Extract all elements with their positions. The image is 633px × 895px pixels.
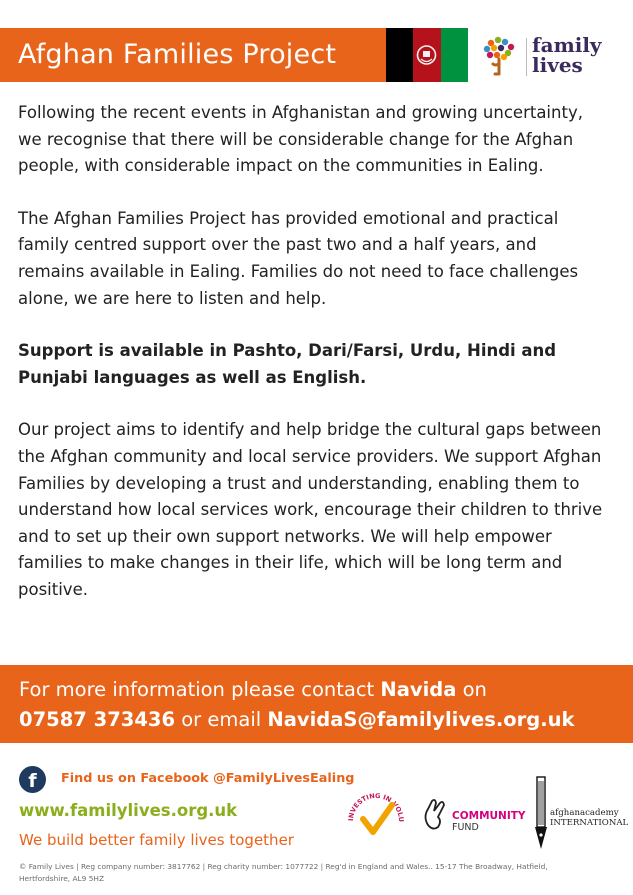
community-fund-line2: FUND <box>452 822 479 833</box>
flag-stripe-red <box>413 28 440 82</box>
afghan-academy-logo <box>533 775 629 851</box>
logo-wordmark <box>532 35 602 75</box>
checkmark-icon <box>363 805 392 832</box>
community-fund-line1: COMMUNITY <box>452 810 526 822</box>
page-title: Afghan Families Project <box>18 39 337 70</box>
afghan-academy-line2: INTERNATIONAL <box>550 818 629 828</box>
website-link[interactable]: www.familylives.org.uk <box>19 801 238 820</box>
facebook-icon[interactable]: f <box>19 766 46 793</box>
contact-name: Navida <box>380 678 457 701</box>
flag-emblem-icon <box>413 28 440 82</box>
paragraph-languages: Support is available in Pashto, Dari/Farsi, Urdu, Hindi and Punjabi languages as well as English. <box>18 341 557 387</box>
afghan-academy-text <box>550 808 628 828</box>
paragraph-support: The Afghan Families Project has provided emotional and practical family centred support over the past two and a half years, and remains available in Ealing. Families do not need to face challenges alone, we are here to listen and help. <box>18 208 579 308</box>
community-fund-logo <box>420 795 530 835</box>
facebook-link[interactable]: Find us on Facebook @FamilyLivesEaling <box>61 771 355 786</box>
pen-nib-icon <box>533 775 549 851</box>
family-tree-icon <box>480 34 526 80</box>
flag-stripe-black <box>386 28 413 82</box>
legal-footer <box>19 861 619 884</box>
contact-email-link[interactable]: NavidaS@familylives.org.uk <box>267 708 575 731</box>
contact-line-2 <box>19 707 575 733</box>
footer-line-1: © Family Lives | Reg company number: 3817762 | Reg charity number: 1077722 | Reg'd in England and Wales.. 15-17 The Broadway, Hatfield, <box>19 862 548 871</box>
logo-divider <box>526 38 527 76</box>
footer-line-2: Hertfordshire, AL9 5HZ <box>19 873 105 883</box>
contact-phone[interactable]: 07587 373436 <box>19 708 176 731</box>
paragraph-aims: Our project aims to identify and help bridge the cultural gaps between the Afghan community and local service providers. We support Afghan Families by developing a trust and understanding, enabling them to understand how local services work, encourage their children to thrive and to set up their own support networks. We will help empower families to make changes in their life, which will be long term and positive. <box>18 420 603 599</box>
investing-arc-text: INVESTING IN VOLU <box>346 791 406 823</box>
paragraph-intro: Following the recent events in Afghanistan and growing uncertainty, we recognise that there will be considerable change for the Afghan people, with considerable impact on the communities in Ealing. <box>18 103 583 176</box>
contact-on: on <box>456 678 487 701</box>
afghan-academy-line1: afghanacademy <box>550 808 619 818</box>
svg-text:INVESTING IN VOLUNTEERS <box>345 785 405 822</box>
contact-line-1 <box>19 677 487 703</box>
afghan-flag-icon <box>386 28 468 82</box>
contact-or-email: or email <box>175 708 268 731</box>
logo-word-lives: lives <box>532 53 583 77</box>
crossed-fingers-icon <box>420 795 450 835</box>
logo-word-family: family <box>532 33 602 57</box>
investing-in-volunteers-logo <box>345 785 407 843</box>
flag-stripe-green <box>441 28 468 82</box>
tagline: We build better family lives together <box>19 831 294 849</box>
body-copy <box>18 100 608 630</box>
contact-bar <box>0 665 633 743</box>
contact-prefix: For more information please contact <box>19 678 381 701</box>
